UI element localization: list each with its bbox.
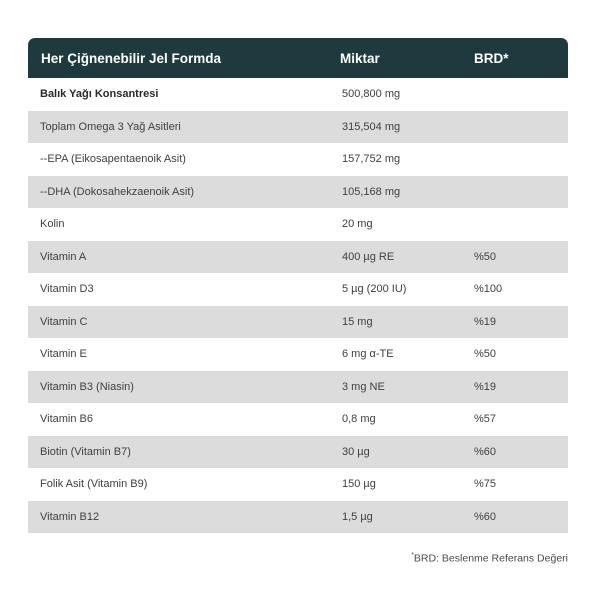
nutrient-name: --EPA (Eikosapentaenoik Asit) bbox=[40, 153, 186, 166]
nutrient-name: Kolin bbox=[40, 218, 65, 231]
nutrient-amount: 500,800 mg bbox=[342, 88, 401, 101]
nutrient-brd: %75 bbox=[474, 478, 497, 491]
table-row bbox=[28, 468, 568, 501]
nutrient-name: Vitamin D3 bbox=[40, 283, 94, 296]
nutrient-name: Balık Yağı Konsantresi bbox=[40, 88, 159, 101]
table-row bbox=[28, 208, 568, 241]
table-row bbox=[28, 241, 568, 274]
nutrient-amount: 315,504 mg bbox=[342, 120, 401, 133]
nutrient-brd: %60 bbox=[474, 445, 497, 458]
nutrient-amount: 1,5 µg bbox=[342, 510, 373, 523]
footnote-mark: * bbox=[411, 552, 414, 559]
table-body bbox=[28, 78, 568, 533]
table-row bbox=[28, 403, 568, 436]
nutrient-amount: 400 µg RE bbox=[342, 250, 395, 263]
nutrient-amount: 3 mg NE bbox=[342, 380, 385, 393]
table-row bbox=[28, 436, 568, 469]
nutrient-brd: %50 bbox=[474, 250, 497, 263]
nutrient-brd: %19 bbox=[474, 315, 497, 328]
nutrient-brd: %19 bbox=[474, 380, 497, 393]
table-row bbox=[28, 371, 568, 404]
nutrient-name: Toplam Omega 3 Yağ Asitleri bbox=[40, 120, 181, 133]
nutrient-amount: 20 mg bbox=[342, 218, 373, 231]
nutrient-amount: 15 mg bbox=[342, 315, 373, 328]
table-header bbox=[28, 38, 568, 78]
nutrient-amount: 6 mg α-TE bbox=[342, 348, 394, 361]
nutrient-amount: 150 µg bbox=[342, 478, 376, 491]
table-row bbox=[28, 176, 568, 209]
nutrient-brd: %50 bbox=[474, 348, 497, 361]
footnote-text: BRD: Beslenme Referans Değeri bbox=[413, 552, 568, 565]
header-brd: BRD* bbox=[474, 50, 509, 66]
footnote bbox=[411, 552, 568, 565]
nutrient-brd: %57 bbox=[474, 413, 497, 426]
table-row bbox=[28, 143, 568, 176]
nutrient-name: Vitamin B3 (Niasin) bbox=[40, 380, 134, 393]
header-serving: Her Çiğnenebilir Jel Formda bbox=[41, 50, 222, 66]
nutrient-name: --DHA (Dokosahekzaenoik Asit) bbox=[40, 185, 195, 198]
table-row bbox=[28, 273, 568, 306]
nutrient-amount: 0,8 mg bbox=[342, 413, 376, 426]
table-row bbox=[28, 338, 568, 371]
nutrient-name: Vitamin A bbox=[40, 250, 87, 263]
nutrient-name: Vitamin C bbox=[40, 315, 88, 328]
nutrient-name: Biotin (Vitamin B7) bbox=[40, 445, 131, 458]
nutrient-name: Vitamin E bbox=[40, 348, 87, 361]
nutrient-brd: %60 bbox=[474, 510, 497, 523]
table-row bbox=[28, 306, 568, 339]
nutrient-brd: %100 bbox=[474, 283, 503, 296]
nutrition-table bbox=[28, 38, 568, 533]
nutrient-name: Vitamin B6 bbox=[40, 413, 93, 426]
nutrient-name: Folik Asit (Vitamin B9) bbox=[40, 478, 148, 491]
header-amount: Miktar bbox=[340, 50, 380, 66]
table-row bbox=[28, 111, 568, 144]
nutrient-amount: 5 µg (200 IU) bbox=[342, 283, 407, 296]
table-row bbox=[28, 501, 568, 534]
nutrient-amount: 30 µg bbox=[342, 445, 370, 458]
table-row bbox=[28, 78, 568, 111]
nutrient-amount: 105,168 mg bbox=[342, 185, 401, 198]
nutrient-name: Vitamin B12 bbox=[40, 510, 100, 523]
nutrient-amount: 157,752 mg bbox=[342, 153, 401, 166]
